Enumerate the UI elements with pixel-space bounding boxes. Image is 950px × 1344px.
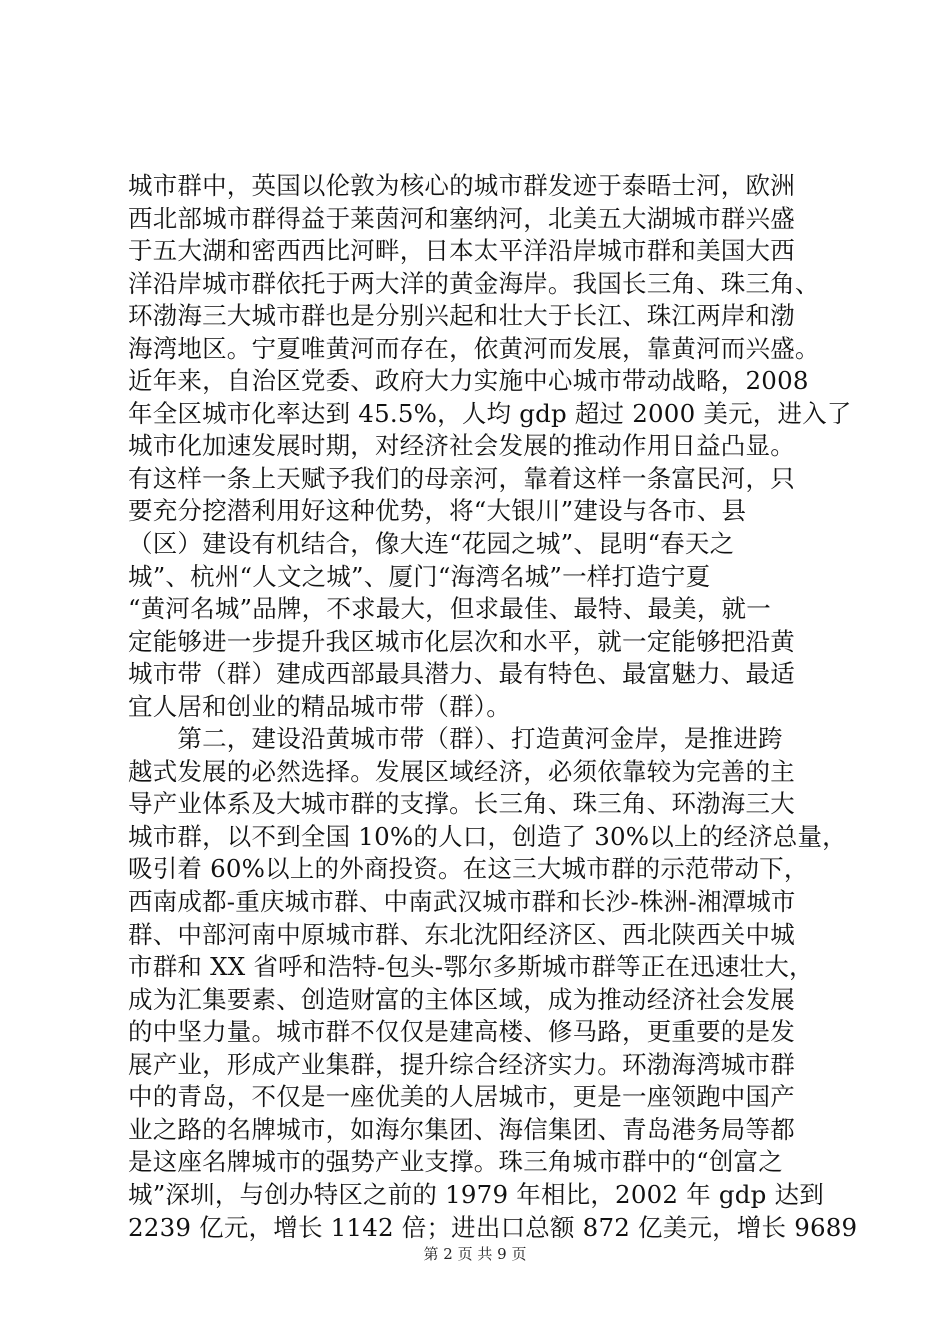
text-line: 西北部城市群得益于莱茵河和塞纳河，北美五大湖城市群兴盛 [128, 203, 795, 233]
text-line: 展产业，形成产业集群，提升综合经济实力。环渤海湾城市群 [128, 1049, 795, 1079]
text-line: 城市化加速发展时期，对经济社会发展的推动作用日益凸显。 [128, 431, 795, 461]
text-line: 群、中部河南中原城市群、东北沈阳经济区、西北陕西关中城 [128, 919, 795, 949]
page-footer: 第 2 页 共 9 页 [423, 1245, 527, 1263]
text-line: 导产业体系及大城市群的支撑。长三角、珠三角、环渤海三大 [128, 789, 795, 819]
text-line: （区）建设有机结合，像大连“花园之城”、昆明“春天之 [128, 529, 735, 559]
text-line: 越式发展的必然选择。发展区域经济，必须依靠较为完善的主 [128, 756, 795, 786]
text-line: 于五大湖和密西西比河畔，日本太平洋沿岸城市群和美国大西 [128, 236, 795, 266]
text-line: 海湾地区。宁夏唯黄河而存在，依黄河而发展，靠黄河而兴盛。 [128, 333, 820, 363]
text-line: 的中坚力量。城市群不仅仅是建高楼、修马路，更重要的是发 [128, 1017, 795, 1047]
text-line: 有这样一条上天赋予我们的母亲河，靠着这样一条富民河，只 [128, 463, 795, 493]
text-line: 成为汇集要素、创造财富的主体区域，成为推动经济社会发展 [128, 984, 795, 1014]
text-line: 年全区城市化率达到 45.5%，人均 gdp 超过 2000 美元，进入了 [128, 398, 852, 428]
text-line: “黄河名城”品牌，不求最大，但求最佳、最特、最美，就一 [128, 594, 771, 624]
text-line: 环渤海三大城市群也是分别兴起和壮大于长江、珠江两岸和渤 [128, 301, 795, 331]
text-line: 定能够进一步提升我区城市化层次和水平，就一定能够把沿黄 [128, 626, 795, 656]
text-line: 城市带（群）建成西部最具潜力、最有特色、最富魅力、最适 [128, 659, 795, 689]
text-line: 城市群中，英国以伦敦为核心的城市群发迹于泰晤士河，欧洲 [128, 171, 795, 200]
text-line: 城”深圳，与创办特区之前的 1979 年相比，2002 年 gdp 达到 [128, 1179, 824, 1209]
text-line: 中的青岛，不仅是一座优美的人居城市，更是一座领跑中国产 [128, 1082, 795, 1112]
text-line: 业之路的名牌城市，如海尔集团、海信集团、青岛港务局等都 [128, 1114, 795, 1144]
text-line: 城”、杭州“人文之城”、厦门“海湾名城”一样打造宁夏 [128, 561, 711, 591]
text-line: 宜人居和创业的精品城市带（群）。 [128, 691, 511, 721]
body-text [128, 170, 858, 1244]
text-line: 西南成都-重庆城市群、中南武汉城市群和长沙-株洲-湘潭城市 [128, 887, 796, 917]
text-line: 2239 亿元，增长 1142 倍；进出口总额 872 亿美元，增长 9689 [128, 1212, 858, 1242]
text-line: 洋沿岸城市群依托于两大洋的黄金海岸。我国长三角、珠三角、 [128, 268, 820, 298]
text-line: 要充分挖潜利用好这种优势，将“大银川”建设与各市、县 [128, 496, 747, 526]
text-line: 是这座名牌城市的强势产业支撑。珠三角城市群中的“创富之 [128, 1147, 783, 1177]
text-line: 近年来，自治区党委、政府大力实施中心城市带动战略，2008 [128, 366, 809, 396]
text-line: 市群和 XX 省呼和浩特-包头-鄂尔多斯城市群等正在迅速壮大， [128, 952, 814, 982]
text-line: 吸引着 60%以上的外商投资。在这三大城市群的示范带动下， [128, 854, 809, 884]
text-line: 城市群，以不到全国 10%的人口，创造了 30%以上的经济总量， [128, 821, 847, 851]
text-line: 第二，建设沿黄城市带（群）、打造黄河金岸，是推进跨 [128, 724, 783, 754]
